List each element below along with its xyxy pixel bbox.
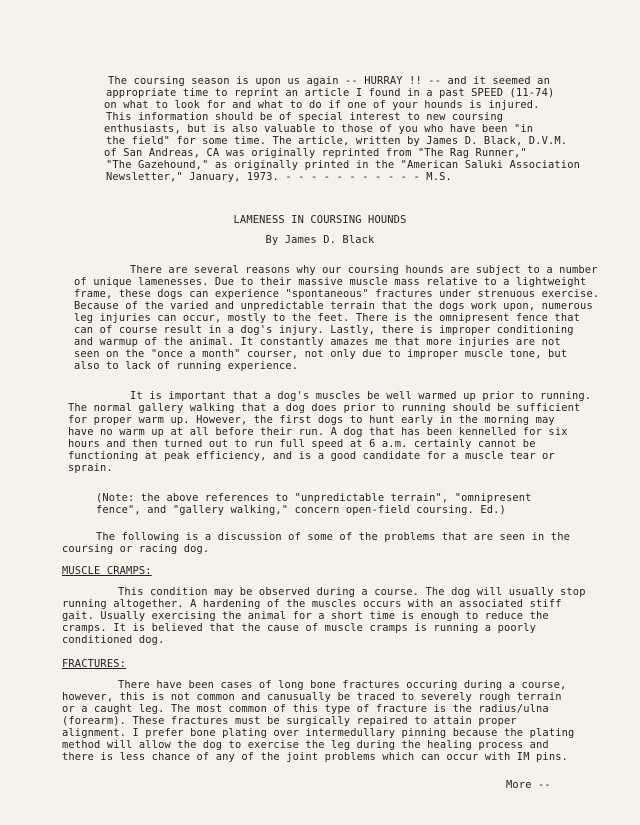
body-line: This condition may be observed during a course. The dog will usually stop xyxy=(118,586,586,598)
body-line: There have been cases of long bone fractures occuring during a course, xyxy=(118,679,567,691)
body-line: gait. Usually exercising the animal for a short time is enough to reduce the xyxy=(62,610,549,622)
body-line: for proper warm up. However, the first dogs to hunt early in the morning may xyxy=(68,414,555,426)
body-line: sprain. xyxy=(68,462,113,474)
body-line: seen on the "once a month" courser, not only due to improper muscle tone, but xyxy=(74,348,568,360)
body-line: functioning at peak efficiency, and is a good candidate for a muscle tear or xyxy=(68,450,555,462)
body-line: of unique lamenesses. Due to their massive muscle mass relative to a lightweight xyxy=(74,276,587,288)
body-line: method will allow the dog to exercise the leg during the healing process and xyxy=(62,739,549,751)
continued-marker: More -- xyxy=(506,779,551,791)
body-line: The following is a discussion of some of the problems that are seen in the xyxy=(96,531,571,543)
body-line: or a caught leg. The most common of this type of fracture is the radius/ulna xyxy=(62,703,549,715)
article-title: LAMENESS IN COURSING HOUNDS xyxy=(233,214,407,226)
body-line: have no warm up at all before their run. A dog that has been kennelled for six xyxy=(68,426,568,438)
body-line: coursing or racing dog. xyxy=(62,543,210,555)
body-line: The normal gallery walking that a dog does prior to running should be sufficient xyxy=(68,402,581,414)
body-line: running altogether. A hardening of the muscles occurs with an associated stiff xyxy=(62,598,562,610)
body-line: cramps. It is believed that the cause of muscle cramps is running a poorly xyxy=(62,622,537,634)
intro-line: appropriate time to reprint an article I found in a past SPEED (11-74) xyxy=(106,87,555,99)
section-heading-muscle-cramps: MUSCLE CRAMPS: xyxy=(62,565,152,577)
intro-line: This information should be of special interest to new coursing xyxy=(106,111,504,123)
intro-line: the field" for some time. The article, written by James D. Black, D.V.M. xyxy=(106,135,568,147)
body-line: can of course result in a dog's injury. Lastly, there is improper conditioning xyxy=(74,324,574,336)
intro-line: Newsletter," January, 1973. - - - - - - - - - - - M.S. xyxy=(106,171,452,183)
intro-line: on what to look for and what to do if one of your hounds is injured. xyxy=(104,99,540,111)
note-line: (Note: the above references to "unpredictable terrain", "omnipresent xyxy=(96,492,532,504)
body-line: There are several reasons why our coursing hounds are subject to a number xyxy=(130,264,598,276)
body-line: conditioned dog. xyxy=(62,634,165,646)
intro-line: The coursing season is upon us again -- HURRAY !! -- and it seemed an xyxy=(108,75,550,87)
body-line: (forearm). These fractures must be surgically repaired to attain proper xyxy=(62,715,517,727)
body-line: however, this is not common and canusually be traced to severely rough terrain xyxy=(62,691,562,703)
body-line: alignment. I prefer bone plating over intermedullary pinning because the plating xyxy=(62,727,575,739)
intro-line: "The Gazehound," as originally printed in the "American Saluki Association xyxy=(106,159,581,171)
body-line: hours and then turned out to run full speed at 6 a.m. certainly cannot be xyxy=(68,438,536,450)
body-line: leg injuries can occur, mostly to the feet. There is the omnipresent fence that xyxy=(74,312,581,324)
note-line: fence", and "gallery walking," concern open-field coursing. Ed.) xyxy=(96,504,506,516)
body-line: Because of the varied and unpredictable terrain that the dogs work upon, numerous xyxy=(74,300,593,312)
body-line: It is important that a dog's muscles be well warmed up prior to running. xyxy=(130,390,592,402)
section-heading-fractures: FRACTURES: xyxy=(62,658,127,670)
body-line: there is less chance of any of the joint problems which can occur with IM pins. xyxy=(62,751,569,763)
body-line: and warmup of the animal. It constantly amazes me that more injuries are not xyxy=(74,336,561,348)
body-line: also to lack of running experience. xyxy=(74,360,299,372)
intro-line: of San Andreas, CA was originally reprinted from "The Rag Runner," xyxy=(104,147,527,159)
intro-line: enthusiasts, but is also valuable to those of you who have been "in xyxy=(104,123,534,135)
article-byline: By James D. Black xyxy=(265,234,375,246)
body-line: frame, these dogs can experience "spontaneous" fractures under strenuous exercise. xyxy=(74,288,600,300)
